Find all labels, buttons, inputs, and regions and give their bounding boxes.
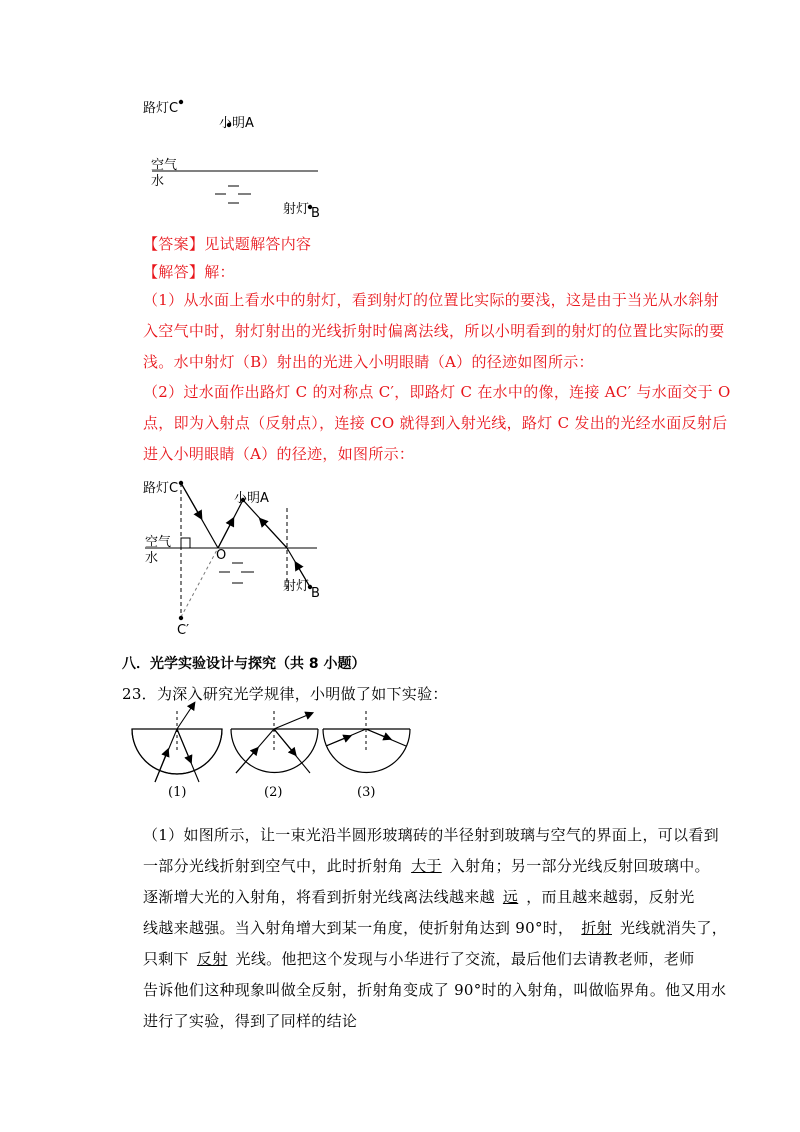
spotlight-point-label: B xyxy=(311,586,320,601)
text-segment: ，而且越来越弱，反射光 xyxy=(526,888,695,906)
paragraph-line xyxy=(143,887,695,907)
answer-blank-1: 大于 xyxy=(411,857,442,875)
semicircle-diagram-2 xyxy=(231,711,318,773)
point-o-label: O xyxy=(216,548,227,563)
paragraph-line: 告诉他们这种现象叫做全反射，折射角变成了 90°时的入射角，叫做临界角。他又用水 xyxy=(143,981,727,999)
text-segment: 线越来越强。当入射角增大到某一角度，使折射角达到 90°时， xyxy=(143,919,574,937)
text-segment: 逐渐增大光的入射角，将看到折射光线离法线越来越 xyxy=(143,888,495,906)
water-label: 水 xyxy=(151,174,165,189)
answer-text: 见试题解答内容 xyxy=(204,235,312,253)
text-segment: 光线。他把这个发现与小华进行了交流，最后他们去请教老师，老师 xyxy=(235,950,695,968)
spotlight-label: 射灯 xyxy=(283,202,310,217)
paragraph-line: （1）如图所示，让一束光沿半圆形玻璃砖的半径射到玻璃与空气的界面上，可以看到 xyxy=(143,826,719,844)
image-point-label: C′ xyxy=(177,623,190,638)
diagram-caption-1: (1) xyxy=(168,785,187,800)
explanation-tag: 【解答】 xyxy=(143,263,205,281)
text-segment: 只剩下 xyxy=(143,950,189,968)
explanation-line: 点，即为入射点（反射点），连接 CO 就得到入射光线，路灯 C 发出的光经水面反射后 xyxy=(143,414,728,432)
explanation-line: （1）从水面上看水中的射灯，看到射灯的位置比实际的要浅，这是由于当光从水斜射 xyxy=(143,291,719,309)
streetlight-label: 路灯C xyxy=(143,481,179,496)
explanation-line: 入空气中时，射灯射出的光线折射时偏离法线，所以小明看到的射灯的位置比实际的要 xyxy=(143,322,725,340)
explanation-intro: 解： xyxy=(204,263,235,281)
answer-blank-2: 远 xyxy=(502,888,519,906)
xiaoming-label: 小明A xyxy=(219,116,254,131)
paragraph-line xyxy=(143,918,728,938)
semicircle-diagram-3 xyxy=(323,711,410,773)
answer-tag: 【答案】 xyxy=(143,235,205,253)
paragraph-line xyxy=(143,949,695,969)
spotlight-label: 射灯 xyxy=(283,579,310,594)
text-segment: 入射角；另一部分光线反射回玻璃中。 xyxy=(449,857,710,875)
paragraph-line: 进行了实验，得到了同样的结论 xyxy=(143,1012,358,1030)
xiaoming-label: 小明A xyxy=(234,491,269,506)
air-label: 空气 xyxy=(145,535,172,550)
diagram-caption-2: (2) xyxy=(264,785,283,800)
answer-blank-4: 反射 xyxy=(196,950,228,968)
question-stem: 23．为深入研究光学规律，小明做了如下实验： xyxy=(122,685,448,703)
semicircle-diagram-1 xyxy=(132,705,222,782)
water-label: 水 xyxy=(145,551,159,566)
streetlight-label: 路灯C xyxy=(143,101,179,116)
paragraph-line xyxy=(143,856,710,876)
explanation-line: 进入小明眼睛（A）的径迹，如图所示： xyxy=(143,445,415,463)
spotlight-point-label: B xyxy=(311,206,320,221)
text-segment: 一部分光线折射到空气中，此时折射角 xyxy=(143,857,404,875)
explanation-line: 浅。水中射灯（B）射出的光进入小明眼睛（A）的径迹如图所示： xyxy=(143,353,594,371)
text-segment: 光线就消失了， xyxy=(619,919,728,937)
air-label: 空气 xyxy=(151,158,178,173)
answer-blank-3: 折射 xyxy=(581,919,612,937)
section-title: 八．光学实验设计与探究（共 8 小题） xyxy=(122,656,366,672)
explanation-line: （2）过水面作出路灯 C 的对称点 C′，即路灯 C 在水中的像，连接 AC′ 与水面交于 O xyxy=(143,383,731,401)
diagram-caption-3: (3) xyxy=(357,785,376,800)
